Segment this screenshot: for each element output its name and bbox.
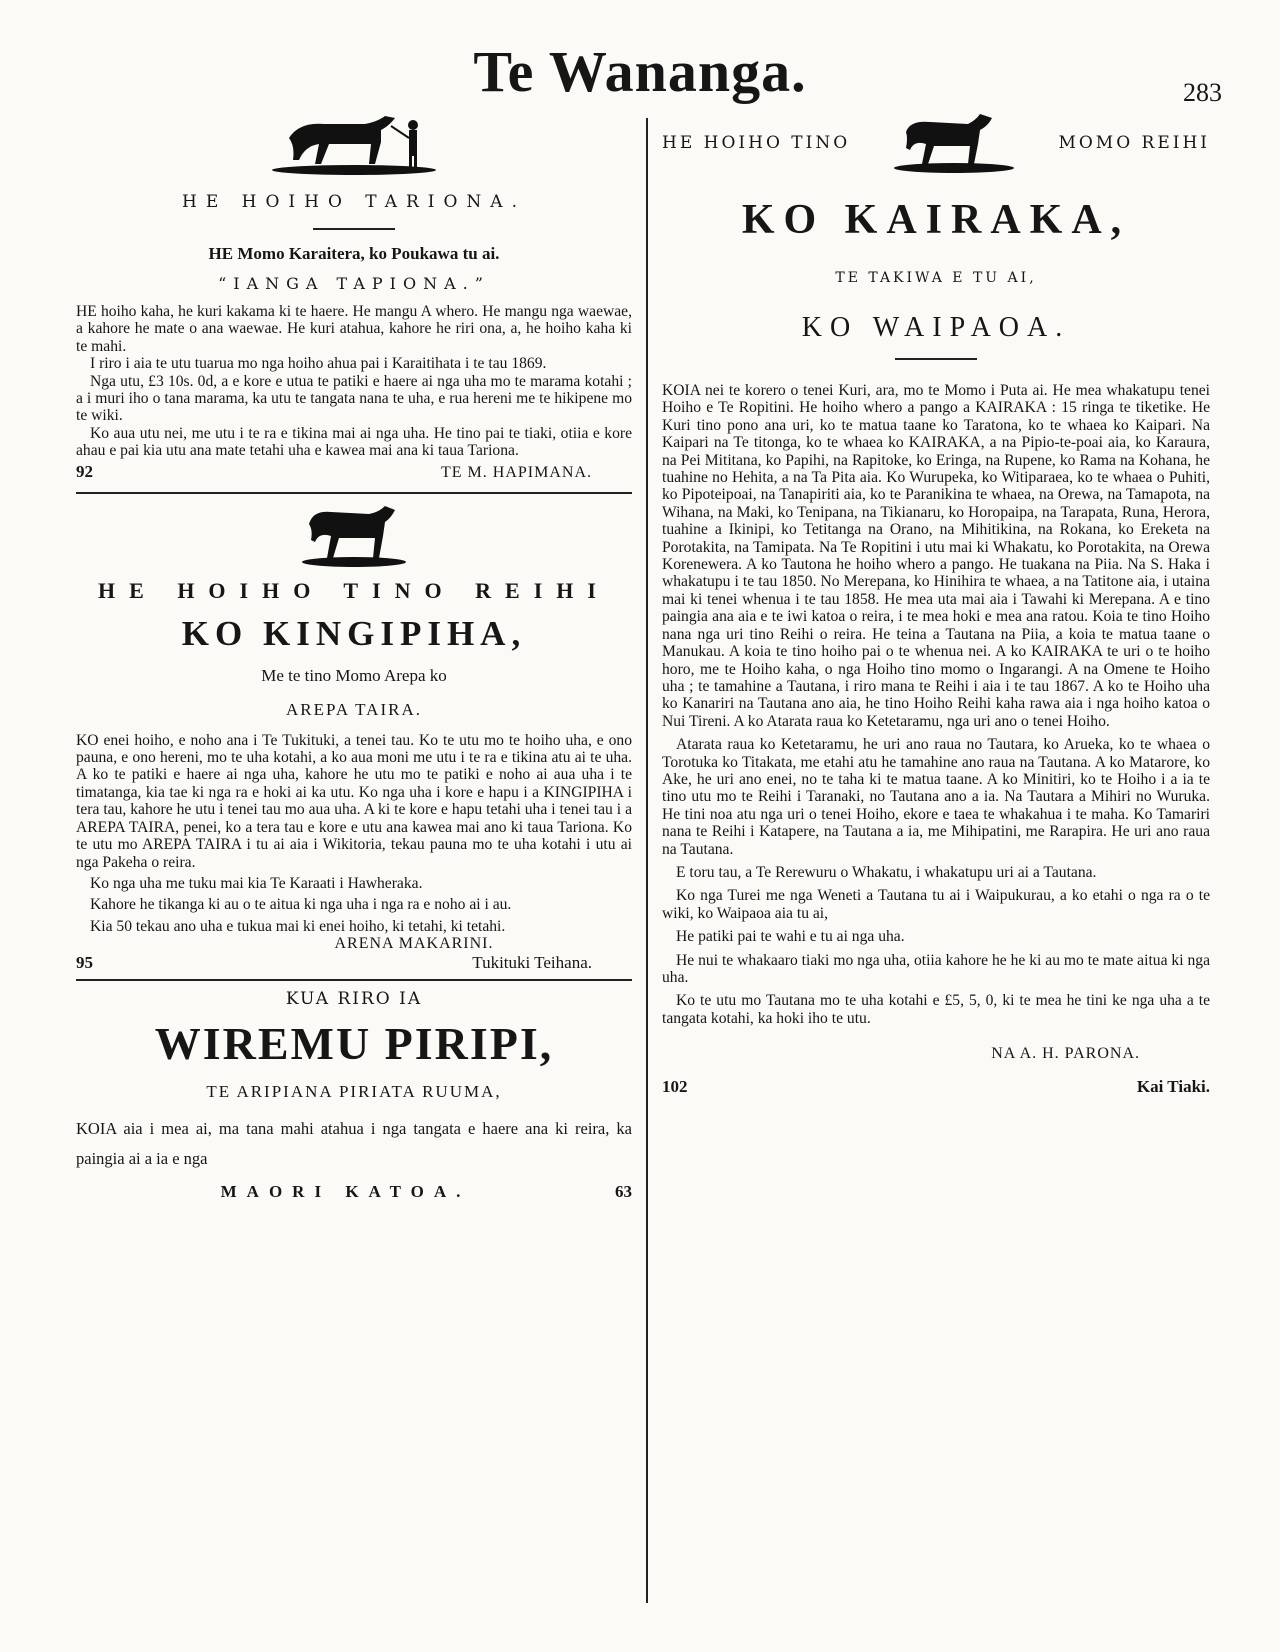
advert-number: 92 [76,461,93,481]
left-column [76,112,632,1202]
advert-subline: Me te tino Momo Arepa ko [261,665,447,685]
horse-icon [299,502,409,568]
horse-name: KO KAIRAKA, [741,197,1131,243]
location-line: TE TAKIWA E TU AI, [835,270,1037,286]
newspaper-title: Te Wananga. [473,39,807,104]
advert-hoiho-tariona [76,112,632,482]
advert-paragraph: KO enei hoiho, e noho ana i Te Tukituki, a tenei tau. Ko te utu mo te hoiho uha, e ono pauna, e ono hereni, mo te uha kotahi, a ko aua moni me utu i te ra e tikina atu ai te uha. A ko te patiki e haere ai nga uha, kahore he utu mo te patiki e noho ai aua uha i te timatanga, kia tae ki nga ra e hoki ai ka utu. Ko nga uha i kore e hapu i a KINGIPIHA i tera tau, kahore he utu i tenei tau mo aua uha. A ki te kore e hapu tetahi uha i tenei tau i a AREPA TAIRA, penei, ko a tera tau e kore e utu ana kawea mai ano ki taua Tariona. Ko te utu mo AREPA TAIRA i tu ai aia i Wikitoria, tekau pauna mo te uha kotahi i utu ai nga Pakeha o reira. [76,731,632,871]
advert-header [662,112,1210,174]
section-rule [76,492,632,494]
horse-name-secondary: AREPA TAIRA. [285,699,422,719]
advert-paragraph: Ko nga Turei me nga Weneti a Tautana tu ai i Waipukurau, a ko etahi o nga ra o te wiki, ko Waipaoa aia tu ai, [662,887,1210,922]
horse-icon [892,112,1016,174]
advert-kicker: KUA RIRO IA [285,989,423,1010]
page-number: 283 [1183,78,1222,107]
advert-signature: ARENA MAKARINI. [334,935,494,953]
advert-headline: HE HOIHO TARIONA. [182,192,526,212]
location-name: KO WAIPAOA. [801,312,1071,343]
advert-wiremu-piripi [76,989,632,1202]
column-divider [646,118,648,1603]
advert-paragraph: Ko aua utu nei, me utu i te ra e tikina mai ai nga uha. He tino pai te tiaki, otiia e kore ahau e pai kia utu ana mate tetahi uha e kawea mai ana ki taua Tariona. [76,424,632,460]
right-column [662,112,1210,1097]
advert-paragraph: KOIA aia i mea ai, ma tana mahi atahua i nga tangata e haere ana ki reira, ka paingia ai a ia e nga [76,1119,632,1169]
horse-with-handler-icon [269,112,439,176]
advert-signature: TE M. HAPIMANA. [441,463,592,481]
advert-paragraph: E toru tau, a Te Rerewuru o Whakatu, i whakatupu uri ai a Tautana. [676,863,1097,881]
header-left-text: HE HOIHO TINO [662,133,851,153]
advert-paragraph: Ko nga uha me tuku mai kia Te Karaati i Hawheraka. [90,874,423,892]
advert-paragraph: Kahore he tikanga ki au o te aitua ki nga uha i nga ra e noho ai i au. [90,896,512,914]
advert-number: 95 [76,953,93,973]
advert-paragraph: Kia 50 tekau ano uha e tukua mai ki enei hoiho, ki tetahi, ki tetahi. [90,917,506,935]
short-rule [895,358,977,360]
footer-kai-tiaki: Kai Tiaki. [1136,1077,1210,1097]
advert-paragraph: He nui te whakaaro tiaki mo nga uha, otiia kahore he he ki au mo te mate aitua ki nga uha. [662,951,1210,986]
advert-paragraph: KOIA nei te korero o tenei Kuri, ara, mo te Momo i Puta ai. He mea whakatupu tenei Hoiho e Te Ropitini. He hoiho whero a pango a KAIRAKA : 15 ringa te tiketike. He Kuri tino pono ana uri, ko te matua taane ko Taratona, ko te whaea ko Kaipari. Na Kaipari na Te titonga, ko te whaea ko KAIRAKA, a na Pipio-te-poai aia, ko Karaura, na Pei Mititana, ko Papihi, na Rapitoke, ko Eringa, na Rupene, ko Rama na Kohana, he tuahine no Hehita, a na Ta Pita aia. Ko Wurupeka, ko Witiparaea, ko te whaea o Puhiti, ko Pipoteipoai, na Tanapiriti aia, ko te Paranikina te whaea, na Orewa, na Tamapota, na Wihana, na Maki, ko Tenipana, na Tikianaru, ko Horopaipa, na Tarapata, Runa, Herora, tuahine a Ikinipi, ko Tetitanga na Orano, na Mihitikina, na Rokana, ko Ereketa na Porotakita, na Tamipata. Na Te Ropitini i utu mai ki Whakatu, ko Porotakita, na Orewa Korenewera. A ko Tautona he hoiho whero a pango. He tuakana na Piia. Na S. Haka i whakatupu i te tau 1850. No Merepana, ko Hinihira te whaea, a na Tatitone aia, i utaina mai ki tenei whenua i te tau 1858. He mea uta mai aia i Tawahi ki Merepana. A e tino paingia ana aia e te iwi katoa o reira, i te mea hoki e mea ana ratou. Koia te tino Hoiho nana nga uri tino Reihi o reira. He teina a Tautana na Piia, a koia te matua taane o Manukau. A koia te tino hoiho pai o te whenua nei. A ko KAIRAKA te uri o te hoiho horo, me te Hoiho kaha, o nga Hoiho tino momo o Ingarangi. A na Omene te Hoiho uha ; te tamahine a Tautana, i riro mana te Reihi i aia i te tau 1867. A ko te Hoiho uha ko Kanariri na Tautana ano aia, he tino Hoiho Reihi kaha rawa aia i nga hoiho katoa o Nui Tireni. A ko Atarata raua ko Ketetaramu, nga uri ano o tenei Hoiho. [662,382,1210,730]
advert-subline: TE ARIPIANA PIRIATA RUUMA, [206,1082,502,1102]
advert-number: 63 [615,1182,632,1202]
breed-line: HE Momo Karaitera, ko Poukawa tu ai. [208,244,500,263]
header-right-text: MOMO REIHI [1058,133,1210,153]
advert-paragraph: HE hoiho kaha, he kuri kakama ki te haere. He mangu A whero. He mangu nga waewae, a kahore he mate o ana waewae. He kuri atahua, kahore he riri ona, a, he hoiho kaha ki te mahi. [76,303,632,355]
advert-paragraph: Nga utu, £3 10s. 0d, a e kore e utua te patiki e haere ai nga uha mo te marama kotahi ; a i muri iho o tana marama, ka utu te tangata nana te uha, e rua hereni me te hikipene mo te wiki. [76,372,632,425]
horse-name: “IANGA TAPIONA.” [218,274,490,293]
masthead [0,38,1280,105]
advert-signature: NA A. H. PARONA. [991,1045,1140,1063]
short-rule [313,228,395,230]
advert-kingipiha [76,502,632,973]
advert-headline: HE HOIHO TINO REIHI [98,577,610,603]
advert-number: 102 [662,1077,688,1097]
horse-name: KO KINGIPIHA, [181,613,527,653]
advert-paragraph: Atarata raua ko Ketetaramu, he uri ano raua no Tautara, ko Arueka, ko te whaea o Torotuka ko Titakata, me etahi atu he tamahine ano raua na Tautana. A ko Matarore, ko Ake, he uri ano enei, no te taha ki te matua taane. A ko Minitiri, ko te Hoiho i a ia te tino utu mo te Reihi i Taranaki, no Tautana ano a ia. Na Tautara a Mihiri no Wuruka. He tini noa atu nga uri o tenei Hoiho, ekore e taea te whakahua i te maha. Ko Tamariri nana te Reihi i Katapere, na Tautana a ia, me Mihipatini, me Rarapira. He uri ano raua na Tautana. [662,736,1210,858]
advert-name: WIREMU PIRIPI, [154,1018,554,1070]
advert-paragraph: Ko te utu mo Tautana mo te uha kotahi e £5, 5, 0, ki te mea he tini ke nga uha a te tangata kotahi, ka hoki iho te utu. [662,992,1210,1027]
section-rule [76,979,632,981]
advert-place: Tukituki Teihana. [472,953,592,973]
advert-paragraph: He patiki pai te wahi e tu ai nga uha. [676,928,905,946]
advert-closing: MAORI KATOA. [220,1182,471,1202]
advert-paragraph: I riro i aia te utu tuarua mo nga hoiho ahua pai i Karaitihata i te tau 1869. [90,355,547,373]
